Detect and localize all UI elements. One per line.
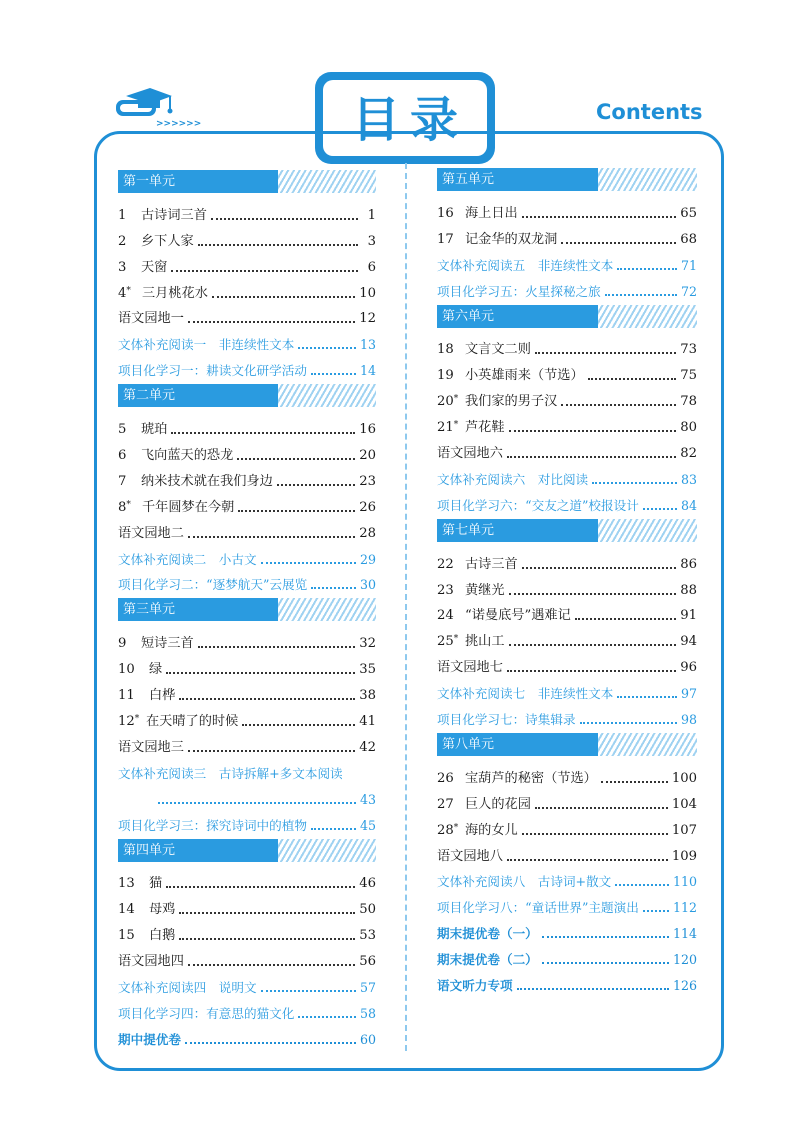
entry-page: 78 xyxy=(680,394,697,410)
toc-entry[interactable] xyxy=(118,491,376,517)
entry-page: 46 xyxy=(359,876,376,892)
entry-number: 24 xyxy=(437,608,454,624)
entry-title: 三月桃花水 xyxy=(142,285,208,301)
dot-leader xyxy=(601,781,668,783)
dot-leader xyxy=(507,456,676,458)
entry-title: 宝葫芦的秘密（节选） xyxy=(465,770,597,786)
entry-page: 3 xyxy=(367,233,376,249)
entry-page: 56 xyxy=(359,954,376,970)
toc-entry[interactable] xyxy=(118,569,376,595)
entry-page: 58 xyxy=(359,1005,376,1021)
entry-page: 53 xyxy=(359,928,376,944)
dot-leader xyxy=(617,696,677,698)
entry-page: 6 xyxy=(367,259,376,275)
toc-entry[interactable] xyxy=(437,943,697,969)
entry-title: 期末提优卷（二） xyxy=(437,952,538,968)
entry-title: 海上日出 xyxy=(465,205,518,221)
entry-title: 语文园地六 xyxy=(437,446,503,462)
dot-leader xyxy=(311,828,356,830)
toc-entry[interactable] xyxy=(437,677,697,703)
entry-title: 文体补充阅读一 非连续性文本 xyxy=(118,337,295,353)
entry-page: 112 xyxy=(672,900,697,916)
toc-entry[interactable] xyxy=(437,437,697,463)
entry-title: 期中提优卷 xyxy=(118,1031,181,1047)
entry-page: 82 xyxy=(680,446,697,462)
entry-page: 84 xyxy=(680,497,697,513)
entry-title: 文体补充阅读七 非连续性文本 xyxy=(437,686,614,702)
entry-page: 20 xyxy=(359,448,376,464)
entry-page: 68 xyxy=(680,231,697,247)
entry-page: 86 xyxy=(680,556,697,572)
toc-entry[interactable] xyxy=(118,997,376,1023)
dot-leader xyxy=(509,593,677,595)
entry-title: 期末提优卷（一） xyxy=(437,926,538,942)
toc-entry[interactable] xyxy=(118,731,376,757)
toc-entry[interactable] xyxy=(118,705,376,731)
dot-leader xyxy=(517,988,669,990)
dot-leader xyxy=(592,482,677,484)
entry-title: 小英雄雨来（节选） xyxy=(465,368,584,384)
toc-entry[interactable] xyxy=(437,651,697,677)
dot-leader xyxy=(542,962,669,964)
page-title: 目录 xyxy=(351,92,468,148)
entry-title: 琥珀 xyxy=(141,422,168,438)
entry-title: 文体补充阅读八 古诗词+散文 xyxy=(437,874,612,890)
dot-leader xyxy=(580,722,677,724)
entry-title: 母鸡 xyxy=(149,902,176,918)
entry-page: 126 xyxy=(672,978,697,994)
entry-page: 12 xyxy=(359,311,376,327)
toc-entry[interactable] xyxy=(437,969,697,995)
toc-entry[interactable] xyxy=(118,653,376,679)
entry-page: 100 xyxy=(671,770,697,786)
dot-leader xyxy=(575,618,676,620)
dot-leader xyxy=(238,510,355,512)
entry-page: 50 xyxy=(359,902,376,918)
entry-title: 我们家的男子汉 xyxy=(465,394,558,410)
entry-title: 项目化学习三：探究诗词中的植物 xyxy=(118,817,307,833)
entry-number: 11 xyxy=(118,688,135,704)
dot-leader xyxy=(535,352,676,354)
dot-leader xyxy=(311,373,356,375)
logo-arrows: >>>>>> xyxy=(156,119,202,129)
entry-title: 黄继光 xyxy=(465,582,505,598)
toc-entry[interactable] xyxy=(437,762,697,788)
entry-number: 7 xyxy=(118,473,127,489)
toc-entry[interactable] xyxy=(437,223,697,249)
dot-leader xyxy=(188,750,355,752)
toc-entry[interactable] xyxy=(437,625,697,651)
entry-page: 23 xyxy=(359,473,376,489)
dot-leader xyxy=(561,242,676,244)
entry-number: 13 xyxy=(118,876,135,892)
dot-leader xyxy=(605,294,677,296)
entry-number: 12* xyxy=(118,714,140,730)
dot-leader xyxy=(185,1042,356,1044)
entry-page: 57 xyxy=(359,980,376,996)
entry-title: 飞向蓝天的恐龙 xyxy=(141,448,234,464)
entry-number: 22 xyxy=(437,556,454,572)
toc-entry[interactable] xyxy=(118,757,376,783)
entry-page: 38 xyxy=(359,688,376,704)
unit-header[interactable]: 第八单元 xyxy=(437,733,697,756)
entry-number: 16 xyxy=(437,205,454,221)
toc-entry[interactable] xyxy=(437,600,697,626)
toc-entry[interactable] xyxy=(437,197,697,223)
entry-number: 26 xyxy=(437,770,454,786)
entry-title: 千年圆梦在今朝 xyxy=(142,499,235,515)
toc-entry[interactable] xyxy=(118,919,376,945)
toc-entry[interactable] xyxy=(118,945,376,971)
dot-leader xyxy=(179,938,355,940)
toc-entry[interactable] xyxy=(437,359,697,385)
entry-page: 73 xyxy=(680,342,697,358)
dot-leader xyxy=(198,244,358,246)
toc-entry[interactable] xyxy=(437,840,697,866)
entry-page: 26 xyxy=(359,499,376,515)
entry-page: 13 xyxy=(359,337,376,353)
toc-entry[interactable] xyxy=(118,971,376,997)
toc-entry[interactable] xyxy=(118,465,376,491)
dot-leader xyxy=(171,432,355,434)
toc-entry[interactable] xyxy=(437,891,697,917)
entry-page: 114 xyxy=(672,926,697,942)
entry-title: 项目化学习五：火星探秘之旅 xyxy=(437,283,601,299)
toc-entry[interactable] xyxy=(118,354,376,380)
entry-title: 巨人的花园 xyxy=(465,796,531,812)
dot-leader xyxy=(179,698,355,700)
dot-leader xyxy=(277,484,355,486)
entry-page: 60 xyxy=(359,1031,376,1047)
entry-page: 42 xyxy=(359,739,376,755)
dot-leader xyxy=(212,296,355,298)
entry-number: 14 xyxy=(118,902,135,918)
entry-title: 语文园地四 xyxy=(118,954,184,970)
dot-leader xyxy=(507,670,676,672)
entry-page: 1 xyxy=(367,207,376,223)
entry-number: 17 xyxy=(437,231,454,247)
entry-title: 乡下人家 xyxy=(141,233,194,249)
entry-title: 语文园地二 xyxy=(118,525,184,541)
dot-leader xyxy=(588,378,677,380)
dot-leader xyxy=(522,216,676,218)
toc-entry[interactable] xyxy=(437,463,697,489)
toc-entry[interactable] xyxy=(118,199,376,225)
entry-page: 28 xyxy=(359,525,376,541)
entry-title: 古诗词三首 xyxy=(141,207,207,223)
toc-entry[interactable] xyxy=(118,277,376,303)
dot-leader xyxy=(522,833,668,835)
dot-leader xyxy=(615,884,669,886)
dot-leader xyxy=(617,268,677,270)
dot-leader xyxy=(237,458,355,460)
unit-header[interactable]: 第四单元 xyxy=(118,839,376,862)
entry-title: 语文听力专项 xyxy=(437,978,513,994)
entry-page: 120 xyxy=(672,952,697,968)
entry-number: 6 xyxy=(118,448,127,464)
entry-page: 97 xyxy=(680,686,697,702)
toc-entry[interactable] xyxy=(437,334,697,360)
dot-leader xyxy=(158,802,356,804)
entry-page: 72 xyxy=(680,283,697,299)
entry-title: 项目化学习八：“童话世界”主题演出 xyxy=(437,900,639,916)
entry-title: 项目化学习一：耕读文化研学活动 xyxy=(118,363,307,379)
entry-number: 10 xyxy=(118,662,135,678)
unit-header[interactable]: 第三单元 xyxy=(118,598,376,621)
entry-number: 28* xyxy=(437,822,459,838)
entry-number: 23 xyxy=(437,582,454,598)
entry-title: 短诗三首 xyxy=(141,636,194,652)
entry-title: 项目化学习六：“交友之道”校报设计 xyxy=(437,497,639,513)
dot-leader xyxy=(298,347,356,349)
entry-number: 25* xyxy=(437,634,459,650)
entry-page: 43 xyxy=(359,791,376,807)
entry-title: 文体补充阅读四 说明文 xyxy=(118,980,257,996)
toc-entry[interactable] xyxy=(437,788,697,814)
dot-leader xyxy=(198,646,355,648)
toc-entry[interactable] xyxy=(437,814,697,840)
toc-entry[interactable] xyxy=(437,574,697,600)
entry-title: 猫 xyxy=(149,876,163,892)
entry-page: 71 xyxy=(680,257,697,273)
entry-page: 10 xyxy=(359,285,376,301)
toc-entry[interactable] xyxy=(437,411,697,437)
entry-title: 天窗 xyxy=(141,259,168,275)
entry-title: 语文园地八 xyxy=(437,848,503,864)
entry-page: 41 xyxy=(359,714,376,730)
dot-leader xyxy=(171,270,358,272)
toc-entry[interactable] xyxy=(118,1023,376,1049)
entry-number: 2 xyxy=(118,233,127,249)
entry-page: 88 xyxy=(680,582,697,598)
entry-title: 海的女儿 xyxy=(465,822,518,838)
dot-leader xyxy=(261,990,356,992)
entry-number: 4* xyxy=(118,285,131,301)
entry-page: 32 xyxy=(359,636,376,652)
entry-page: 96 xyxy=(680,660,697,676)
entry-page: 14 xyxy=(359,363,376,379)
dot-leader xyxy=(261,562,356,564)
entry-number: 21* xyxy=(437,420,459,436)
entry-title: 文体补充阅读六 对比阅读 xyxy=(437,471,589,487)
dot-leader xyxy=(298,1016,356,1018)
unit-header[interactable]: 第一单元 xyxy=(118,170,376,193)
entry-title: 项目化学习二：“逐梦航天”云展览 xyxy=(118,577,308,593)
toc-entry[interactable] xyxy=(437,489,697,515)
contents-subtitle: Contents xyxy=(596,100,703,124)
dot-leader xyxy=(179,912,355,914)
entry-title: 语文园地三 xyxy=(118,739,184,755)
entry-title: 挑山工 xyxy=(465,634,505,650)
unit-header[interactable]: 第六单元 xyxy=(437,305,697,328)
toc-entry[interactable] xyxy=(437,917,697,943)
entry-number: 1 xyxy=(118,207,127,223)
entry-title: 白鹅 xyxy=(149,928,176,944)
dot-leader xyxy=(535,807,668,809)
entry-page: 29 xyxy=(359,551,376,567)
toc-entry[interactable] xyxy=(118,809,376,835)
dot-leader xyxy=(643,910,669,912)
entry-page: 94 xyxy=(680,634,697,650)
entry-title: 芦花鞋 xyxy=(465,420,505,436)
entry-title: 文体补充阅读五 非连续性文本 xyxy=(437,257,614,273)
toc-entry[interactable] xyxy=(437,275,697,301)
entry-title: 语文园地一 xyxy=(118,311,184,327)
entry-number: 5 xyxy=(118,422,127,438)
toc-entry[interactable] xyxy=(437,703,697,729)
entry-page: 98 xyxy=(680,712,697,728)
entry-title: “诺曼底号”遇难记 xyxy=(465,608,571,624)
toc-entry[interactable] xyxy=(437,249,697,275)
entry-title: 文体补充阅读三 古诗拆解+多文本阅读 xyxy=(118,765,343,781)
entry-title: 项目化学习七：诗集辑录 xyxy=(437,712,576,728)
entry-title: 古诗三首 xyxy=(465,556,518,572)
toc-entry[interactable] xyxy=(118,893,376,919)
entry-number: 9 xyxy=(118,636,127,652)
entry-page: 45 xyxy=(359,817,376,833)
entry-page: 110 xyxy=(672,874,697,890)
dot-leader xyxy=(509,430,677,432)
dot-leader xyxy=(311,587,356,589)
toc-entry[interactable] xyxy=(118,868,376,894)
entry-title: 在天晴了的时候 xyxy=(146,714,239,730)
unit-header[interactable]: 第二单元 xyxy=(118,384,376,407)
toc-entry[interactable] xyxy=(118,627,376,653)
entry-title: 白桦 xyxy=(149,688,176,704)
entry-page: 107 xyxy=(671,822,697,838)
toc-entry[interactable] xyxy=(118,328,376,354)
dot-leader xyxy=(507,859,668,861)
entry-number: 18 xyxy=(437,342,454,358)
dot-leader xyxy=(643,508,677,510)
entry-page: 30 xyxy=(359,577,376,593)
toc-entry[interactable] xyxy=(118,413,376,439)
entry-number: 15 xyxy=(118,928,135,944)
unit-header[interactable]: 第七单元 xyxy=(437,519,697,542)
dot-leader xyxy=(522,567,676,569)
entry-number: 20* xyxy=(437,394,459,410)
dot-leader xyxy=(242,724,355,726)
entry-number: 27 xyxy=(437,796,454,812)
toc-entry[interactable] xyxy=(118,251,376,277)
entry-page: 104 xyxy=(671,796,697,812)
dot-leader xyxy=(166,672,355,674)
dot-leader xyxy=(509,644,677,646)
toc-entry[interactable] xyxy=(118,517,376,543)
dot-leader xyxy=(188,321,355,323)
toc-entry[interactable] xyxy=(118,439,376,465)
entry-title: 语文园地七 xyxy=(437,660,503,676)
entry-title: 记金华的双龙洞 xyxy=(465,231,558,247)
entry-page: 35 xyxy=(359,662,376,678)
entry-number: 3 xyxy=(118,259,127,275)
entry-page: 91 xyxy=(680,608,697,624)
dot-leader xyxy=(188,536,355,538)
entry-page: 16 xyxy=(359,422,376,438)
entry-page: 75 xyxy=(680,368,697,384)
toc-right-column xyxy=(437,164,697,995)
entry-title: 纳米技术就在我们身边 xyxy=(141,473,273,489)
graduation-cap-logo-icon xyxy=(112,86,202,132)
toc-entry[interactable] xyxy=(437,866,697,892)
toc-entry[interactable] xyxy=(437,548,697,574)
entry-title: 文体补充阅读二 小古文 xyxy=(118,551,257,567)
dot-leader xyxy=(542,936,669,938)
toc-entry[interactable] xyxy=(118,225,376,251)
toc-entry[interactable] xyxy=(118,679,376,705)
entry-page: 65 xyxy=(680,205,697,221)
toc-entry[interactable] xyxy=(118,303,376,329)
entry-page: 80 xyxy=(680,420,697,436)
toc-entry[interactable] xyxy=(118,543,376,569)
entry-title: 项目化学习四：有意思的猫文化 xyxy=(118,1005,295,1021)
dot-leader xyxy=(166,886,355,888)
entry-number: 19 xyxy=(437,368,454,384)
entry-page: 109 xyxy=(671,848,697,864)
entry-title: 文言文二则 xyxy=(465,342,531,358)
toc-entry-continued[interactable] xyxy=(118,783,376,809)
entry-number: 8* xyxy=(118,499,131,515)
entry-page: 83 xyxy=(680,471,697,487)
dot-leader xyxy=(188,964,355,966)
toc-left-column xyxy=(118,166,376,1049)
toc-entry[interactable] xyxy=(437,385,697,411)
unit-header[interactable]: 第五单元 xyxy=(437,168,697,191)
entry-title: 绿 xyxy=(149,662,163,678)
dot-leader xyxy=(211,218,358,220)
column-divider xyxy=(405,163,407,1051)
dot-leader xyxy=(561,404,676,406)
